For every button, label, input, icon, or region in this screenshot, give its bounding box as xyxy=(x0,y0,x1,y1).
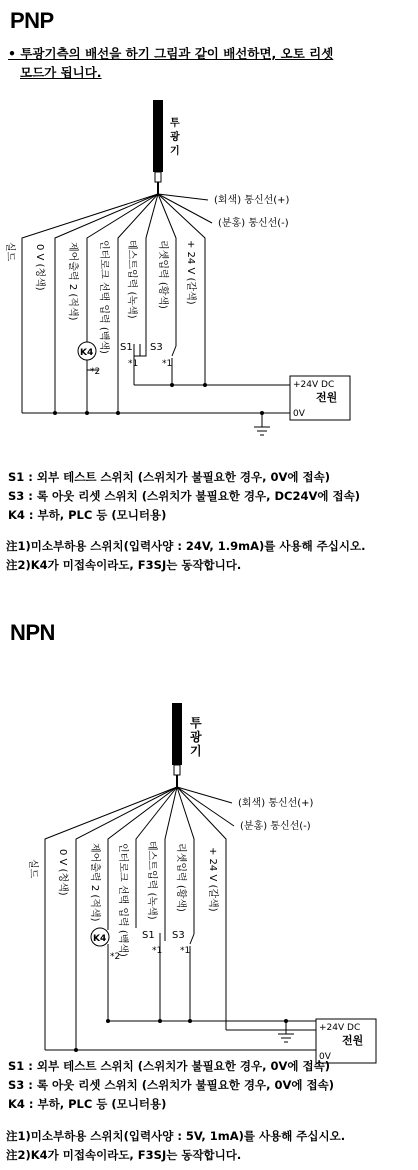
pnp-wiring-diagram xyxy=(0,100,418,440)
pnp-s1-note: *1 xyxy=(128,359,139,369)
pnp-psu-label: 전원 xyxy=(316,391,338,404)
pnp-emitter-label-2: 광 xyxy=(170,132,180,143)
pnp-wire-label-interlock: 인터로크 선택 입력 (백색) xyxy=(98,240,109,354)
npn-wire-label-shield: 실드 xyxy=(27,859,38,879)
pnp-emitter-body xyxy=(153,100,163,172)
pnp-wire-test-input xyxy=(140,194,158,356)
npn-emitter-label-3: 기 xyxy=(190,744,202,758)
npn-wire-label-control-output: 제어출력 2 (적색) xyxy=(89,843,100,922)
pnp-intro xyxy=(8,44,333,82)
npn-psu-label: 전원 xyxy=(342,1034,364,1047)
pnp-wire-control-output xyxy=(87,194,158,413)
pnp-psu-zero: 0V xyxy=(293,409,305,419)
pnp-s1-label: S1 xyxy=(120,342,133,353)
pnp-note-k4: K4 : 부하, PLC 등 (모니터용) xyxy=(8,508,167,522)
pnp-intro-line-2: 모드가 됩니다. xyxy=(20,65,102,80)
npn-wire-label-24v: + 24 V (갈색) xyxy=(207,847,218,912)
npn-s1-note: *1 xyxy=(152,946,163,956)
pnp-footnotes xyxy=(6,537,365,575)
pnp-intro-line-1: • 투광기측의 배선을 하기 그림과 같이 배선하면, 오토 리셋 xyxy=(8,46,334,61)
npn-k4-note: *2 xyxy=(110,952,121,962)
npn-s3-note: *1 xyxy=(180,946,191,956)
npn-footnotes xyxy=(6,1127,345,1165)
npn-emitter-label-1: 투 xyxy=(190,716,202,730)
pnp-k4-label: K4 xyxy=(80,348,94,358)
npn-emitter-label-2: 광 xyxy=(190,730,202,744)
npn-wire-label-reset-input: 리셋입력 (황색) xyxy=(175,843,186,912)
pnp-footnote-2: 注2)K4가 미접속이라도, F3SJ는 동작합니다. xyxy=(6,558,242,572)
npn-wire-comm-minus xyxy=(177,787,234,826)
pnp-notes xyxy=(8,468,360,525)
npn-footnote-2: 注2)K4가 미접속이라도, F3SJ는 동작합니다. xyxy=(6,1148,242,1162)
npn-note-k4: K4 : 부하, PLC 등 (모니터용) xyxy=(8,1097,167,1111)
npn-psu-zero: 0V xyxy=(319,1052,331,1062)
pnp-wire-label-shield: 실드 xyxy=(4,242,15,262)
pnp-emitter-label-1: 투 xyxy=(170,118,180,129)
pnp-wire-label-reset-input: 리셋입력 (황색) xyxy=(157,240,168,309)
pnp-psu-plus: +24V DC xyxy=(293,380,335,390)
npn-note-s3: S3 : 록 아웃 리셋 스위치 (스위치가 불필요한 경우, 0V에 접속) xyxy=(8,1078,334,1092)
pnp-comm-minus-label: (분홍) 통신선(-) xyxy=(218,218,289,229)
pnp-wire-label-control-output: 제어출력 2 (적색) xyxy=(67,242,78,321)
pnp-s3-label: S3 xyxy=(150,342,163,353)
pnp-wire-interlock xyxy=(118,194,158,413)
npn-s3-label: S3 xyxy=(172,930,185,941)
pnp-title: PNP xyxy=(10,8,54,33)
npn-wire-label-interlock: 인터로크 선택 입력 (백색) xyxy=(117,843,128,957)
pnp-emitter-connector xyxy=(155,172,161,182)
pnp-wire-comm-plus xyxy=(158,194,208,200)
npn-notes xyxy=(8,1057,334,1114)
npn-emitter-connector xyxy=(174,765,180,775)
npn-note-s1: S1 : 외부 테스트 스위치 (스위치가 불필요한 경우, 0V에 접속) xyxy=(8,1059,330,1073)
pnp-wire-label-test-input: 테스트입력 (녹색) xyxy=(126,240,137,319)
npn-s1-label: S1 xyxy=(142,930,155,941)
npn-wire-comm-plus xyxy=(177,787,232,803)
pnp-note-s1: S1 : 외부 테스트 스위치 (스위치가 불필요한 경우, 0V에 접속) xyxy=(8,470,330,484)
npn-footnote-1: 注1)미소부하용 스위치(입력사양 : 5V, 1mA)를 사용해 주십시오. xyxy=(6,1129,346,1143)
npn-k4-label: K4 xyxy=(93,934,107,944)
pnp-wire-label-24v: + 24 V (갈색) xyxy=(185,240,196,305)
npn-title: NPN xyxy=(10,620,55,645)
pnp-note-s3: S3 : 록 아웃 리셋 스위치 (스위치가 불필요한 경우, DC24V에 접속) xyxy=(8,489,360,503)
pnp-footnote-1: 注1)미소부하용 스위치(입력사양 : 24V, 1.9mA)를 사용해 주십시오. xyxy=(6,539,366,553)
npn-comm-plus-label: (회색) 통신선(+) xyxy=(238,798,314,809)
npn-emitter-body xyxy=(172,703,182,765)
pnp-wire-label-0v: 0 V (청색) xyxy=(34,244,45,291)
pnp-comm-plus-label: (회색) 통신선(+) xyxy=(214,195,290,206)
npn-wire-label-test-input: 테스트입력 (녹색) xyxy=(146,841,157,920)
npn-wiring-diagram xyxy=(0,703,418,1062)
pnp-k4-note: *2 xyxy=(90,367,101,377)
npn-wire-label-0v: 0 V (청색) xyxy=(57,849,68,896)
pnp-emitter-label-3: 기 xyxy=(170,146,180,157)
npn-psu-plus: +24V DC xyxy=(319,1023,361,1033)
npn-comm-minus-label: (분홍) 통신선(-) xyxy=(240,821,311,832)
pnp-s3-note: *1 xyxy=(162,359,173,369)
